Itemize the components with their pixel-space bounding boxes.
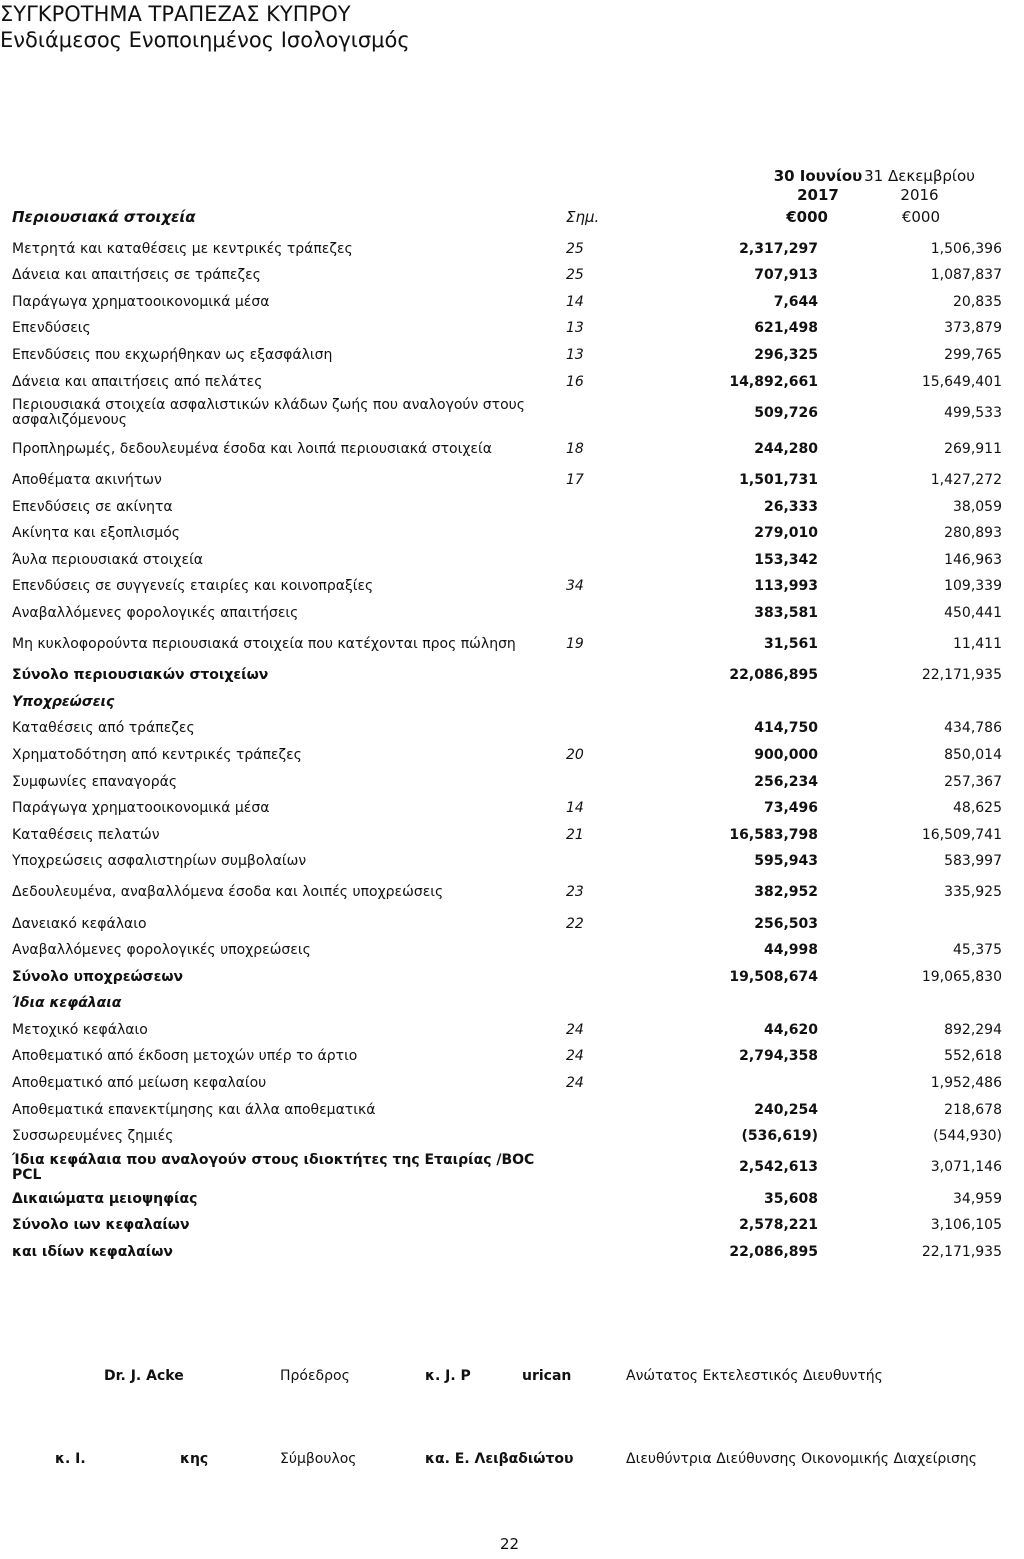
row-prior-value: (544,930) bbox=[933, 1128, 1002, 1145]
row-label: Δάνεια και απαιτήσεις από πελάτες bbox=[12, 373, 263, 390]
table-row bbox=[12, 1097, 1002, 1124]
table-row bbox=[12, 494, 1002, 521]
row-label: Παράγωγα χρηματοοικονομικά μέσα bbox=[12, 800, 270, 817]
table-row bbox=[12, 236, 1002, 263]
row-current-value: 244,280 bbox=[754, 440, 818, 457]
row-note: 25 bbox=[566, 267, 584, 284]
row-label: Ίδια κεφάλαια bbox=[12, 995, 122, 1012]
row-label: Μετοχικό κεφάλαιο bbox=[12, 1021, 148, 1038]
row-current-value: 44,620 bbox=[763, 1021, 818, 1038]
current-unit-label: €000 bbox=[786, 208, 828, 226]
row-current-value: 256,503 bbox=[754, 915, 818, 932]
table-row bbox=[12, 875, 1002, 911]
row-label: Αναβαλλόμενες φορολογικές απαιτήσεις bbox=[12, 604, 299, 621]
row-current-value: 2,317,297 bbox=[739, 240, 818, 257]
row-label: Προπληρωμές, δεδουλευμένα έσοδα και λοιπά περιουσιακά στοιχεία bbox=[12, 440, 492, 457]
row-current-value: 153,342 bbox=[754, 551, 818, 568]
row-note bbox=[560, 991, 658, 1018]
table-row bbox=[12, 520, 1002, 547]
row-current-value: 1,501,731 bbox=[739, 472, 818, 489]
row-label: Αποθεματικά επανεκτίμησης και άλλα αποθεματικά bbox=[12, 1101, 376, 1118]
row-note bbox=[560, 716, 658, 743]
row-current-value: 2,578,221 bbox=[739, 1217, 818, 1234]
row-note: 14 bbox=[566, 293, 584, 310]
row-note bbox=[560, 1186, 658, 1213]
row-prior-value: 16,509,741 bbox=[921, 826, 1002, 843]
row-current-value: 35,608 bbox=[763, 1190, 818, 1207]
table-row bbox=[12, 316, 1002, 343]
row-prior-value: 1,087,837 bbox=[930, 267, 1002, 284]
table-row bbox=[12, 742, 1002, 769]
row-current-value bbox=[658, 991, 818, 1018]
table-row bbox=[12, 795, 1002, 822]
row-current-value: (536,619) bbox=[741, 1128, 818, 1145]
table-row bbox=[12, 342, 1002, 369]
row-prior-value: 583,997 bbox=[944, 853, 1002, 870]
row-note bbox=[560, 547, 658, 574]
row-prior-value: 109,339 bbox=[944, 578, 1002, 595]
row-label: Σύνολο υποχρεώσεων bbox=[12, 968, 184, 985]
prior-unit-label: €000 bbox=[901, 208, 940, 226]
row-current-value: 22,086,895 bbox=[729, 667, 818, 684]
table-row bbox=[12, 1044, 1002, 1071]
row-prior-value bbox=[818, 689, 1002, 716]
row-prior-value: 45,375 bbox=[953, 942, 1002, 959]
row-prior-value: 335,925 bbox=[944, 884, 1002, 901]
signatory-4-role: Διευθύντρια Διεύθυνσης Οικονομικής Διαχείρισης bbox=[626, 1451, 977, 1467]
row-current-value: 2,794,358 bbox=[739, 1048, 818, 1065]
row-note: 23 bbox=[566, 884, 584, 901]
row-note: 13 bbox=[566, 320, 584, 337]
row-note bbox=[560, 520, 658, 547]
table-row bbox=[12, 1123, 1002, 1150]
current-date-label: 30 Ιουνίου bbox=[773, 167, 863, 185]
row-label: Δανειακό κεφάλαιο bbox=[12, 915, 147, 932]
balance-sheet-table bbox=[12, 236, 1002, 1266]
row-current-value: 7,644 bbox=[773, 293, 818, 310]
signatory-2-name-part: urican bbox=[522, 1368, 572, 1384]
row-note: 19 bbox=[566, 636, 584, 653]
table-row bbox=[12, 467, 1002, 494]
row-prior-value: 15,649,401 bbox=[921, 373, 1002, 390]
row-prior-value: 269,911 bbox=[944, 440, 1002, 457]
note-column-header: Σημ. bbox=[566, 208, 600, 226]
row-current-value: 382,952 bbox=[754, 884, 818, 901]
table-row bbox=[12, 547, 1002, 574]
row-label: Δεδουλευμένα, αναβαλλόμενα έσοδα και λοιπές υποχρεώσεις bbox=[12, 884, 444, 901]
total-row bbox=[12, 964, 1002, 991]
row-prior-value: 373,879 bbox=[944, 320, 1002, 337]
row-prior-value: 3,106,105 bbox=[930, 1217, 1002, 1234]
table-row bbox=[12, 627, 1002, 663]
row-label: Επενδύσεις σε ακίνητα bbox=[12, 498, 173, 515]
row-note bbox=[560, 937, 658, 964]
row-label: Δάνεια και απαιτήσεις σε τράπεζες bbox=[12, 267, 261, 284]
row-current-value: 73,496 bbox=[763, 800, 818, 817]
table-row bbox=[12, 369, 1002, 396]
row-note: 18 bbox=[566, 440, 584, 457]
row-current-value: 113,993 bbox=[754, 578, 818, 595]
row-prior-value: 1,427,272 bbox=[930, 472, 1002, 489]
total-row bbox=[12, 1150, 1002, 1186]
row-label: Συμφωνίες επαναγοράς bbox=[12, 773, 178, 790]
row-prior-value: 299,765 bbox=[944, 346, 1002, 363]
row-prior-value: 450,441 bbox=[944, 604, 1002, 621]
table-row bbox=[12, 573, 1002, 600]
row-prior-value: 257,367 bbox=[944, 773, 1002, 790]
row-prior-value: 218,678 bbox=[944, 1101, 1002, 1118]
row-current-value: 621,498 bbox=[754, 320, 818, 337]
row-note bbox=[560, 848, 658, 875]
row-current-value: 22,086,895 bbox=[729, 1243, 818, 1260]
section-row bbox=[12, 689, 1002, 716]
row-note bbox=[560, 600, 658, 627]
row-label: Επενδύσεις που εκχωρήθηκαν ως εξασφάλιση bbox=[12, 346, 333, 363]
row-current-value: 279,010 bbox=[754, 525, 818, 542]
row-label: Δικαιώματα μειοψηφίας bbox=[12, 1190, 198, 1207]
table-row bbox=[12, 911, 1002, 938]
row-note bbox=[560, 1239, 658, 1266]
row-prior-value: 850,014 bbox=[944, 746, 1002, 763]
row-prior-value: 20,835 bbox=[953, 293, 1002, 310]
row-label: Παράγωγα χρηματοοικονομικά μέσα bbox=[12, 293, 270, 310]
row-label: Καταθέσεις από τράπεζες bbox=[12, 720, 195, 737]
row-label: Υποχρεώσεις bbox=[12, 693, 115, 710]
total-row bbox=[12, 1239, 1002, 1266]
row-label: Ίδια κεφάλαια που αναλογούν στους ιδιοκτήτες της Εταιρίας /BOC PCL bbox=[12, 1151, 535, 1183]
row-note bbox=[560, 494, 658, 521]
prior-date-label: 31 Δεκεμβρίου bbox=[864, 167, 975, 185]
row-current-value: 2,542,613 bbox=[739, 1159, 818, 1176]
signatory-4-name: κα. Ε. Λειβαδιώτου bbox=[425, 1451, 574, 1467]
table-row bbox=[12, 600, 1002, 627]
row-label: Αποθεματικό από έκδοση μετοχών υπέρ το άρτιο bbox=[12, 1048, 358, 1065]
row-label: Αναβαλλόμενες φορολογικές υποχρεώσεις bbox=[12, 942, 311, 959]
row-prior-value: 22,171,935 bbox=[921, 1243, 1002, 1260]
row-current-value bbox=[658, 1070, 818, 1097]
row-label: Αποθεματικό από μείωση κεφαλαίου bbox=[12, 1074, 267, 1091]
row-current-value bbox=[658, 689, 818, 716]
row-current-value: 16,583,798 bbox=[729, 826, 818, 843]
row-label: Συσσωρευμένες ζημιές bbox=[12, 1128, 174, 1145]
row-note bbox=[560, 1123, 658, 1150]
signatory-1-role: Πρόεδρος bbox=[280, 1368, 350, 1384]
row-note bbox=[560, 1097, 658, 1124]
row-prior-value bbox=[818, 911, 1002, 938]
row-current-value: 900,000 bbox=[754, 746, 818, 763]
row-note: 24 bbox=[566, 1021, 584, 1038]
current-period-header bbox=[768, 167, 868, 205]
row-prior-value: 434,786 bbox=[944, 720, 1002, 737]
row-current-value: 19,508,674 bbox=[729, 968, 818, 985]
page-number: 22 bbox=[500, 1535, 520, 1553]
row-note: 20 bbox=[566, 746, 584, 763]
signatory-3-role: Σύμβουλος bbox=[280, 1451, 357, 1467]
table-row bbox=[12, 431, 1002, 467]
table-row bbox=[12, 289, 1002, 316]
row-note: 13 bbox=[566, 346, 584, 363]
row-current-value: 256,234 bbox=[754, 773, 818, 790]
row-current-value: 31,561 bbox=[763, 636, 818, 653]
total-row bbox=[12, 663, 1002, 690]
row-label: Χρηματοδότηση από κεντρικές τράπεζες bbox=[12, 746, 302, 763]
row-prior-value: 38,059 bbox=[953, 498, 1002, 515]
total-row bbox=[12, 1212, 1002, 1239]
row-current-value: 14,892,661 bbox=[729, 373, 818, 390]
row-note bbox=[560, 663, 658, 690]
row-note bbox=[560, 1212, 658, 1239]
row-note: 24 bbox=[566, 1048, 584, 1065]
row-prior-value: 146,963 bbox=[944, 551, 1002, 568]
table-row bbox=[12, 769, 1002, 796]
table-row bbox=[12, 716, 1002, 743]
signatory-3-name: κ. I. bbox=[55, 1451, 86, 1467]
table-row bbox=[12, 395, 1002, 431]
row-label: και ιδίων κεφαλαίων bbox=[12, 1243, 173, 1260]
row-prior-value: 280,893 bbox=[944, 525, 1002, 542]
row-prior-value: 22,171,935 bbox=[921, 667, 1002, 684]
row-prior-value bbox=[818, 991, 1002, 1018]
row-current-value: 414,750 bbox=[754, 720, 818, 737]
row-current-value: 595,943 bbox=[754, 853, 818, 870]
row-label: Υποχρεώσεις ασφαλιστηρίων συμβολαίων bbox=[12, 853, 307, 870]
row-note bbox=[560, 1150, 658, 1186]
row-note: 16 bbox=[566, 373, 584, 390]
total-row bbox=[12, 1186, 1002, 1213]
row-note bbox=[560, 964, 658, 991]
assets-section-title: Περιουσιακά στοιχεία bbox=[12, 208, 196, 226]
row-current-value: 240,254 bbox=[754, 1101, 818, 1118]
document-title: ΣΥΓΚΡΟΤΗΜΑ ΤΡΑΠΕΖΑΣ ΚΥΠΡΟΥ bbox=[0, 2, 351, 26]
row-prior-value: 34,959 bbox=[953, 1190, 1002, 1207]
row-note: 21 bbox=[566, 826, 584, 843]
row-label: Επενδύσεις bbox=[12, 320, 91, 337]
row-current-value: 707,913 bbox=[754, 267, 818, 284]
row-prior-value: 1,952,486 bbox=[930, 1074, 1002, 1091]
row-label: Ακίνητα και εξοπλισμός bbox=[12, 525, 180, 542]
row-prior-value: 552,618 bbox=[944, 1048, 1002, 1065]
row-label: Άυλα περιουσιακά στοιχεία bbox=[12, 551, 204, 568]
row-prior-value: 19,065,830 bbox=[921, 968, 1002, 985]
current-year-label: 2017 bbox=[797, 186, 839, 204]
row-current-value: 383,581 bbox=[754, 604, 818, 621]
prior-period-header bbox=[862, 167, 977, 205]
row-note bbox=[560, 769, 658, 796]
row-label: Μετρητά και καταθέσεις με κεντρικές τράπεζες bbox=[12, 240, 353, 257]
row-note: 22 bbox=[566, 915, 584, 932]
row-current-value: 509,726 bbox=[754, 404, 818, 421]
row-label: Αποθέματα ακινήτων bbox=[12, 472, 162, 489]
row-note: 34 bbox=[566, 578, 584, 595]
row-label: Σύνολο ιων κεφαλαίων bbox=[12, 1217, 190, 1234]
row-current-value: 296,325 bbox=[754, 346, 818, 363]
signatory-3-name-part: κης bbox=[180, 1451, 209, 1467]
row-note bbox=[560, 395, 658, 431]
document-subtitle: Ενδιάμεσος Ενοποιημένος Ισολογισμός bbox=[0, 28, 410, 52]
table-row bbox=[12, 1070, 1002, 1097]
signatory-1-name: Dr. J. Acke bbox=[104, 1368, 184, 1384]
row-current-value: 26,333 bbox=[763, 498, 818, 515]
table-row bbox=[12, 1017, 1002, 1044]
row-prior-value: 48,625 bbox=[953, 800, 1002, 817]
row-label: Επενδύσεις σε συγγενείς εταιρίες και κοινοπραξίες bbox=[12, 578, 374, 595]
row-note: 14 bbox=[566, 800, 584, 817]
row-note: 17 bbox=[566, 472, 584, 489]
row-current-value: 44,998 bbox=[763, 942, 818, 959]
row-prior-value: 3,071,146 bbox=[930, 1159, 1002, 1176]
row-note: 24 bbox=[566, 1074, 584, 1091]
table-row bbox=[12, 822, 1002, 849]
row-prior-value: 892,294 bbox=[944, 1021, 1002, 1038]
row-note bbox=[560, 689, 658, 716]
prior-year-label: 2016 bbox=[900, 186, 939, 204]
row-label: Σύνολο περιουσιακών στοιχείων bbox=[12, 667, 269, 684]
section-row bbox=[12, 991, 1002, 1018]
row-note: 25 bbox=[566, 240, 584, 257]
signatory-2-name: κ. J. P bbox=[425, 1368, 471, 1384]
signatory-2-role: Ανώτατος Εκτελεστικός Διευθυντής bbox=[626, 1368, 883, 1384]
row-prior-value: 1,506,396 bbox=[930, 240, 1002, 257]
table-row bbox=[12, 263, 1002, 290]
row-label: Περιουσιακά στοιχεία ασφαλιστικών κλάδων ζωής που αναλογούν στους ασφαλιζόμενους bbox=[12, 397, 525, 429]
row-label: Μη κυκλοφορούντα περιουσιακά στοιχεία που κατέχονται προς πώληση bbox=[12, 636, 516, 653]
row-prior-value: 11,411 bbox=[953, 636, 1002, 653]
table-row bbox=[12, 937, 1002, 964]
table-row bbox=[12, 848, 1002, 875]
row-label: Καταθέσεις πελατών bbox=[12, 826, 160, 843]
row-prior-value: 499,533 bbox=[944, 404, 1002, 421]
